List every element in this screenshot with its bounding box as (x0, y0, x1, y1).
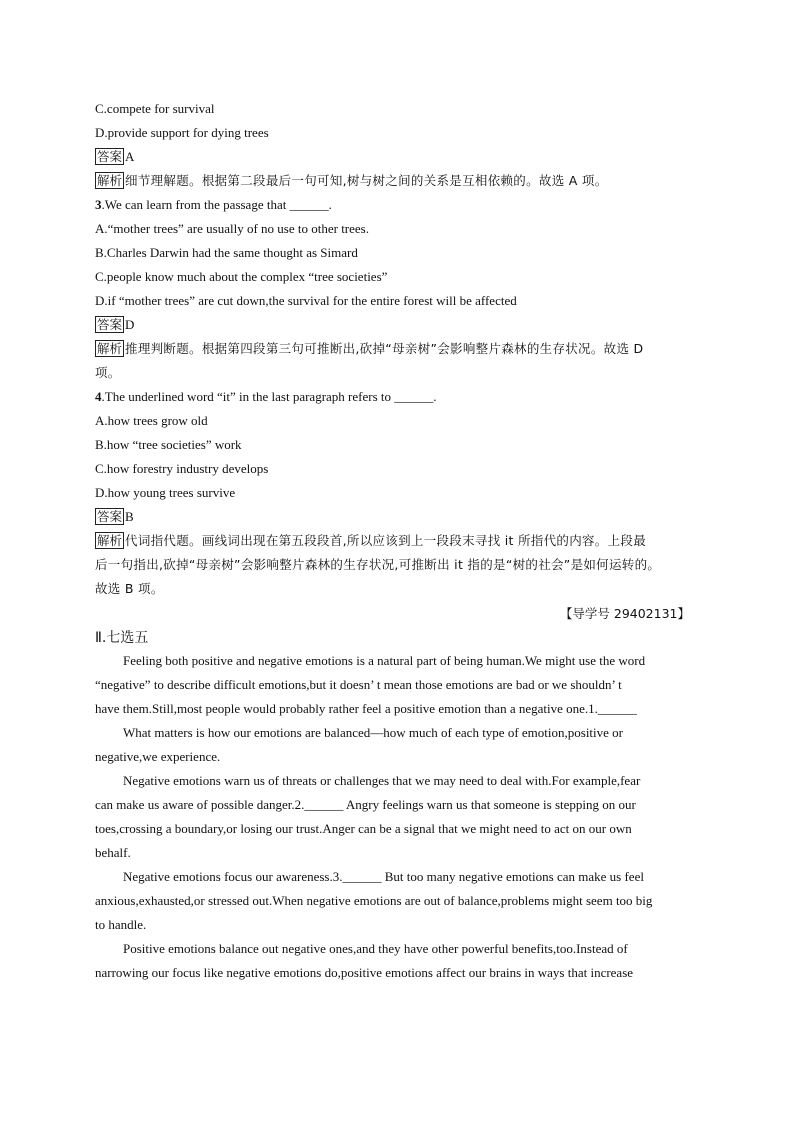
q4-analysis-cont-1: 后一句指出,砍掉“母亲树”会影响整片森林的生存状况,可推断出 it 指的是“树的社会”是如何运转的。 (95, 557, 661, 572)
q4-option-c: C.how forestry industry develops (95, 461, 269, 476)
q3-analysis (95, 340, 643, 358)
q4-analysis-cont-2: 故选 B 项。 (95, 581, 164, 596)
q3-stem (95, 196, 332, 214)
answer-value: B (125, 509, 134, 524)
passage-line: negative,we experience. (95, 749, 221, 764)
q3-option-b: B.Charles Darwin had the same thought as Simard (95, 245, 358, 260)
answer-value: D (125, 317, 135, 332)
answer-tag: 答案 (97, 149, 123, 164)
analysis-tag: 解析 (97, 173, 123, 188)
answer-value: A (125, 149, 135, 164)
passage-line: Positive emotions balance out negative ones,and they have other powerful benefits,too.Instead of (123, 941, 628, 956)
question-stem: .We can learn from the passage that ______. (101, 197, 332, 212)
passage-line: “negative” to describe difficult emotions,but it doesn’ t mean those emotions are bad or we shouldn’ t (95, 677, 622, 692)
analysis-tag: 解析 (97, 533, 123, 548)
q4-stem (95, 388, 437, 406)
q3-option-a: A.“mother trees” are usually of no use to other trees. (95, 221, 369, 236)
passage-line: What matters is how our emotions are balanced—how much of each type of emotion,positive or (123, 725, 623, 740)
q3-answer (95, 316, 134, 334)
analysis-text: 细节理解题。根据第二段最后一句可知,树与树之间的关系是互相依赖的。故选 A 项。 (125, 173, 608, 188)
passage-line: have them.Still,most people would probably rather feel a positive emotion than a negative one.1.______ (95, 701, 637, 716)
q4-option-b: B.how “tree societies” work (95, 437, 242, 452)
reference-number: 【导学号 29402131】 (559, 606, 690, 621)
q4-analysis (95, 532, 646, 550)
analysis-text: 推理判断题。根据第四段第三句可推断出,砍掉“母亲树”会影响整片森林的生存状况。故选 D (125, 341, 644, 356)
question-stem: .The underlined word “it” in the last paragraph refers to ______. (101, 389, 437, 404)
passage-line: can make us aware of possible danger.2.______ Angry feelings warn us that someone is stepping on our (95, 797, 636, 812)
q4-option-a: A.how trees grow old (95, 413, 208, 428)
passage-line: Negative emotions focus our awareness.3.______ But too many negative emotions can make us feel (123, 869, 644, 884)
answer-tag: 答案 (97, 317, 123, 332)
answer-tag: 答案 (97, 509, 123, 524)
passage-line: narrowing our focus like negative emotions do,positive emotions affect our brains in ways that increase (95, 965, 634, 980)
q2-analysis (95, 172, 608, 190)
q3-option-c: C.people know much about the complex “tree societies” (95, 269, 388, 284)
section-title: Ⅱ.七选五 (95, 630, 149, 646)
q2-option-c: C.compete for survival (95, 101, 215, 116)
q4-option-d: D.how young trees survive (95, 485, 236, 500)
q3-analysis-cont: 项。 (95, 365, 121, 380)
passage-line: toes,crossing a boundary,or losing our trust.Anger can be a signal that we might need to act on our own (95, 821, 632, 836)
analysis-text: 代词指代题。画线词出现在第五段段首,所以应该到上一段段末寻找 it 所指代的内容。上段最 (125, 533, 647, 548)
q3-option-d: D.if “mother trees” are cut down,the survival for the entire forest will be affected (95, 293, 517, 308)
passage-line: anxious,exhausted,or stressed out.When negative emotions are out of balance,problems might seem too big (95, 893, 653, 908)
passage-line: Negative emotions warn us of threats or challenges that we may need to deal with.For example,fear (123, 773, 641, 788)
q4-answer (95, 508, 134, 526)
analysis-tag: 解析 (97, 341, 123, 356)
q2-answer (95, 148, 134, 166)
question-number: 3 (95, 197, 102, 212)
passage-line: behalf. (95, 845, 131, 860)
passage-line: Feeling both positive and negative emotions is a natural part of being human.We might use the word (123, 653, 646, 668)
q2-option-d: D.provide support for dying trees (95, 125, 269, 140)
question-number: 4 (95, 389, 102, 404)
passage-line: to handle. (95, 917, 147, 932)
